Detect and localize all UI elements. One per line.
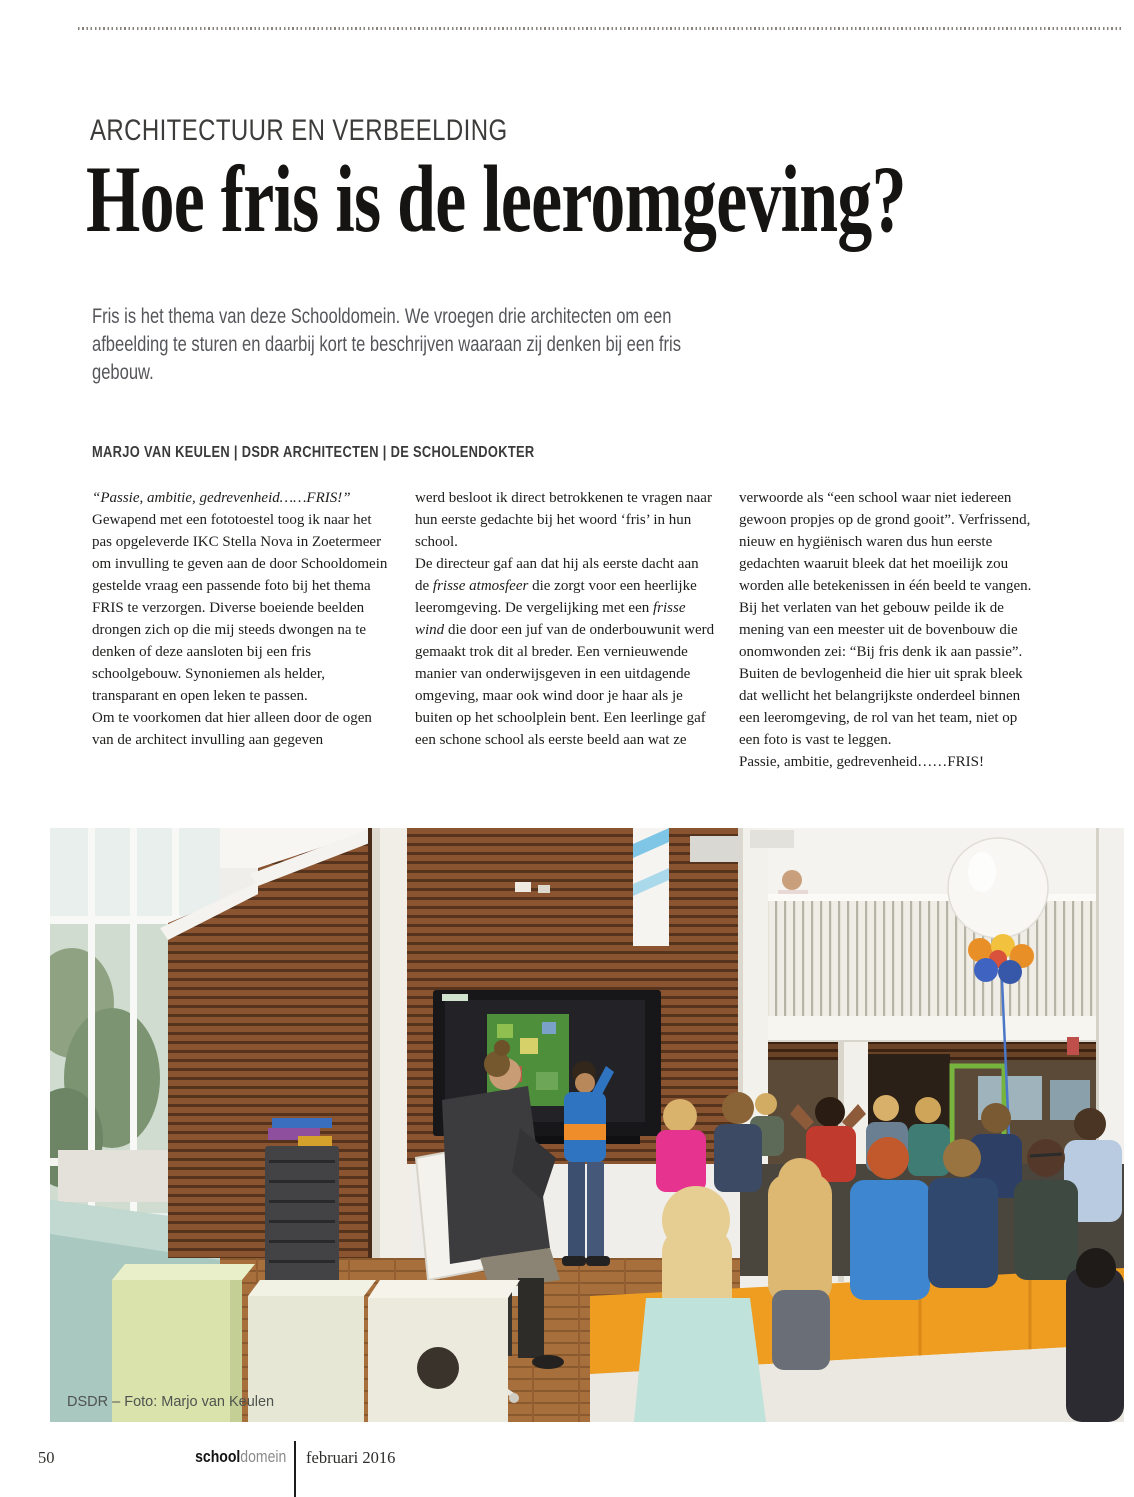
headline-text: Hoe fris is de leeromgeving? xyxy=(86,146,906,252)
paragraph: Gewapend met een fototoestel toog ik naar het pas opgeleverde IKC Stella Nova in Zoetermeer om invulling te geven aan de door Schooldomein gestelde vraag een passende foto bij het thema FRIS te verzorgen. Diverse boeiende beelden drongen zich op die mij steeds dwongen na te denken of deze aansloten bij een fris schoolgebouw. Synoniemen als helder, transparant en open leken te passen. xyxy=(92,512,388,704)
column-1 xyxy=(92,487,392,751)
paragraph-run: die zorgt voor een heerlijke leeromgeving. De vergelijking met een xyxy=(415,578,697,616)
paragraph: werd besloot ik direct betrokkenen te vragen naar hun eerste gedachte bij het woord ‘fris’ in hun school. xyxy=(415,490,712,550)
intro-text: Fris is het thema van deze Schooldomein. We vroegen drie architecten om een afbeelding te sturen en daarbij kort te beschrijven waaraan zij denken bij een fris gebouw. xyxy=(92,304,681,384)
byline xyxy=(92,444,625,462)
italic-run: frisse atmosfeer xyxy=(432,578,529,594)
page-number: 50 xyxy=(38,1448,55,1467)
photo-caption: DSDR – Foto: Marjo van Keulen xyxy=(67,1394,275,1410)
brand-logotype xyxy=(0,1448,286,1467)
photo-illustration xyxy=(50,828,1124,1422)
column-2 xyxy=(415,487,715,751)
white-column-left xyxy=(372,828,412,1274)
top-dotted-rule xyxy=(78,27,1124,30)
paragraph-run: die door een juf van de onderbouwunit werd gemaakt trok dit al breder. Een vernieuwende manier van onderwijsgeven in een uitdagende omgeving, maar ook wind door je haar als je buiten op het schoolplein bent. Een leerlinge gaf een schone school als eerste beeld aan wat ze xyxy=(415,622,715,748)
italic-run: frisse wind xyxy=(415,600,686,638)
headline xyxy=(86,148,1134,251)
article-body xyxy=(92,487,1035,807)
byline-text: MARJO VAN KEULEN | DSDR ARCHITECTEN | DE SCHOLENDOKTER xyxy=(92,444,535,461)
school-interior-photo xyxy=(50,828,1124,1422)
paragraph xyxy=(415,553,715,751)
intro-paragraph xyxy=(92,302,892,386)
brand-bold: school xyxy=(194,1448,240,1466)
paragraph: Om te voorkomen dat hier alleen door de ogen van de architect invulling aan gegeven xyxy=(92,710,372,748)
paragraph: Passie, ambitie, gedrevenheid……FRIS! xyxy=(739,754,984,770)
footer-divider xyxy=(294,1441,296,1497)
paragraph-run: De directeur gaf aan dat hij als eerste dacht aan de xyxy=(415,556,699,594)
pull-quote: “Passie, ambitie, gedrevenheid……FRIS!” xyxy=(92,490,351,506)
column-3 xyxy=(739,487,1039,773)
mezzanine-railing xyxy=(768,828,1124,1044)
blue-striped-column xyxy=(633,828,669,946)
kicker-text: ARCHITECTUUR EN VERBEELDING xyxy=(90,114,508,147)
drawer-cart xyxy=(265,1118,339,1306)
kicker xyxy=(90,114,612,148)
issue-date: februari 2016 xyxy=(306,1448,396,1467)
brand-light: domein xyxy=(239,1448,286,1466)
paragraph: verwoorde als “een school waar niet iedereen gewoon propjes op de grond gooit”. Verfrissend, nieuw en hygiënisch waren dus hun eerste gedachten waaruit bleek dat het moeilijk zou worden alle betekenissen in één beeld te vangen. Bij het verlaten van het gebouw peilde ik de mening van een meester uit de bovenbouw die onomwonden zei: “Bij fris denk ik aan passie”. Buiten de bevlogenheid die hier uit sprak bleek dat wellicht het belangrijkste onderdeel binnen een leeromgeving, de rol van het team, niet op een foto is vast te leggen. xyxy=(739,490,1032,748)
